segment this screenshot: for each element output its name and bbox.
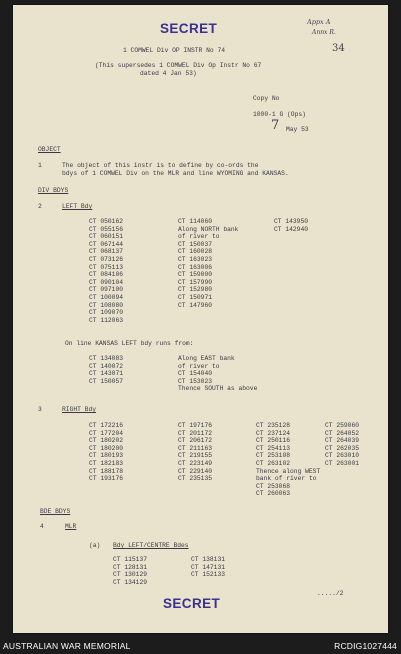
coord-line: CT 211163	[178, 444, 213, 452]
right-bdy-column-4	[325, 422, 359, 468]
left-bdy-column-3	[274, 218, 308, 233]
supersedes-line-1: (This supersedes 1 COMWEL Div Op Instr No 67	[95, 62, 262, 69]
coord-line: CT 138131	[191, 556, 226, 563]
kansas-intro: On line KANSAS LEFT bdy runs from:	[65, 340, 194, 347]
coord-line: CT 201172	[178, 429, 213, 437]
coord-line: CT 263102	[256, 459, 291, 467]
para-4-number: 4	[40, 523, 44, 530]
coord-line: CT 112063	[89, 316, 124, 324]
para-3-number: 3	[38, 406, 42, 413]
document-title: 1 COMWEL Div OP INSTR No 74	[123, 47, 226, 54]
coord-line: CT 143950	[274, 218, 309, 225]
copy-no-label: Copy No	[253, 95, 280, 102]
coord-line: CT 067144	[89, 240, 124, 248]
coord-line: CT 223149	[178, 459, 213, 467]
coord-line: CT 250116	[256, 437, 291, 445]
coord-line: CT 263001	[325, 459, 360, 467]
archive-record-id: RCDIG1027444	[334, 641, 397, 651]
coord-line: CT 084106	[89, 271, 124, 279]
coord-line: CT 114060	[178, 218, 213, 225]
sub-para-a-heading: Bdy LEFT/CENTRE Bdes	[113, 542, 189, 549]
handwritten-date-day: 7	[271, 118, 280, 133]
coord-line: CT 150037	[178, 240, 213, 248]
coord-line: CT 152980	[178, 286, 213, 294]
coord-line: CT 254113	[256, 444, 291, 452]
coord-line: CT 097100	[89, 286, 124, 294]
archive-footer	[0, 636, 401, 654]
right-bdy-column-1	[89, 422, 123, 483]
bde-bdys-heading: BDE BDYS	[40, 508, 71, 515]
page-stamp-number: 34	[332, 43, 345, 54]
right-bdy-column-3	[256, 422, 320, 498]
coord-line: CT 163023	[178, 255, 213, 263]
coord-line: CT 172216	[89, 422, 124, 429]
coord-line: CT 147131	[191, 563, 226, 571]
coord-line: CT 235135	[178, 475, 213, 483]
coord-line: CT 264052	[325, 429, 360, 437]
object-heading: OBJECT	[38, 146, 61, 153]
coord-line: of river to	[178, 233, 220, 241]
div-bdys-heading: DIV BDYS	[38, 187, 69, 194]
para-1-line-2: bdys of 1 COMWEL Div on the MLR and line WYOMING and KANSAS.	[62, 170, 289, 177]
continuation-marker: ...../2	[317, 590, 344, 597]
coord-line: CT 180200	[89, 444, 124, 452]
coord-line: CT 260063	[256, 490, 291, 498]
archive-name: AUSTRALIAN WAR MEMORIAL	[3, 641, 131, 651]
bde-bdy-column-2	[191, 556, 225, 579]
para-1-number: 1	[38, 162, 42, 169]
coord-line: CT 159000	[178, 271, 213, 279]
coord-line: CT 075113	[89, 263, 124, 271]
coord-line: CT 055156	[89, 225, 124, 233]
coord-line: CT 229140	[178, 467, 213, 475]
handwritten-annotation-annx: Annx R.	[312, 29, 336, 36]
coord-line: CT 134129	[113, 578, 148, 586]
secret-stamp-top: SECRET	[160, 21, 218, 36]
coord-line: CT 253108	[256, 452, 291, 460]
left-bdy-column-1	[89, 218, 123, 324]
bde-bdy-column-1	[113, 556, 147, 586]
right-bdy-column-2	[178, 422, 212, 483]
left-bdy-heading: LEFT Bdy	[62, 203, 93, 210]
left-bdy-column-2	[178, 218, 238, 309]
right-bdy-heading: RIGHT Bdy	[62, 406, 97, 413]
coord-line: CT 264039	[325, 437, 360, 445]
coord-line: CT 188178	[89, 467, 124, 475]
coord-line: CT 262035	[325, 444, 360, 452]
coord-line: CT 152133	[191, 571, 226, 579]
coord-line: CT 163006	[178, 263, 213, 271]
coord-line: CT 177204	[89, 429, 124, 437]
supersedes-line-2: dated 4 Jan 53)	[140, 70, 197, 77]
coord-line: CT 197176	[178, 422, 213, 429]
coord-line: CT 206172	[178, 437, 213, 445]
sub-para-a-label: (a)	[89, 542, 101, 549]
coord-line: CT 237124	[256, 429, 291, 437]
coord-line: Thence SOUTH as above	[178, 385, 258, 393]
kansas-column-1	[89, 355, 123, 385]
coord-line: CT 235128	[256, 422, 291, 429]
copy-reference: 1000-1 G (Ops)	[253, 111, 306, 118]
date-month-year: May 53	[286, 126, 309, 133]
coord-line: Along EAST bank	[178, 355, 235, 362]
coord-line: CT 182183	[89, 459, 124, 467]
coord-line: CT 140072	[89, 362, 124, 370]
coord-line: CT 134083	[89, 355, 124, 362]
mlr-heading: MLR	[65, 523, 77, 530]
coord-line: CT 090104	[89, 278, 124, 286]
document-page	[13, 5, 388, 633]
coord-line: bank of river to	[256, 475, 317, 483]
coord-line: CT 108080	[89, 301, 124, 309]
kansas-column-2	[178, 355, 257, 393]
para-1-line-1: The object of this instr is to define by co-ords the	[62, 162, 259, 169]
para-2-number: 2	[38, 203, 42, 210]
coord-line: CT 050162	[89, 218, 124, 225]
coord-line: CT 115137	[113, 556, 148, 563]
coord-line: CT 142940	[274, 225, 309, 233]
coord-line: CT 068137	[89, 248, 124, 256]
coord-line: CT 180202	[89, 437, 124, 445]
coord-line: CT 150971	[178, 293, 213, 301]
coord-line: CT 109070	[89, 309, 124, 317]
coord-line: CT 073126	[89, 255, 124, 263]
coord-line: Along NORTH bank	[178, 225, 239, 233]
coord-line: CT 060151	[89, 233, 124, 241]
coord-line: CT 100094	[89, 293, 124, 301]
coord-line: of river to	[178, 362, 220, 370]
coord-line: CT 150057	[89, 377, 124, 385]
coord-line: CT 263010	[325, 452, 360, 460]
coord-line: Thence along WEST	[256, 467, 321, 475]
coord-line: CT 160028	[178, 248, 213, 256]
handwritten-annotation-appx: Appx A	[307, 18, 331, 26]
coord-line: CT 153023	[178, 377, 213, 385]
secret-stamp-bottom: SECRET	[163, 596, 221, 611]
coord-line: CT 157990	[178, 278, 213, 286]
coord-line: CT 259060	[325, 422, 360, 429]
coord-line: CT 147960	[178, 301, 213, 309]
coord-line: CT 143071	[89, 370, 124, 378]
coord-line: CT 128131	[113, 563, 148, 571]
coord-line: CT 154040	[178, 370, 213, 378]
coord-line: CT 253068	[256, 482, 291, 490]
coord-line: CT 219155	[178, 452, 213, 460]
coord-line: CT 130129	[113, 571, 148, 579]
coord-line: CT 193176	[89, 475, 124, 483]
coord-line: CT 180193	[89, 452, 124, 460]
